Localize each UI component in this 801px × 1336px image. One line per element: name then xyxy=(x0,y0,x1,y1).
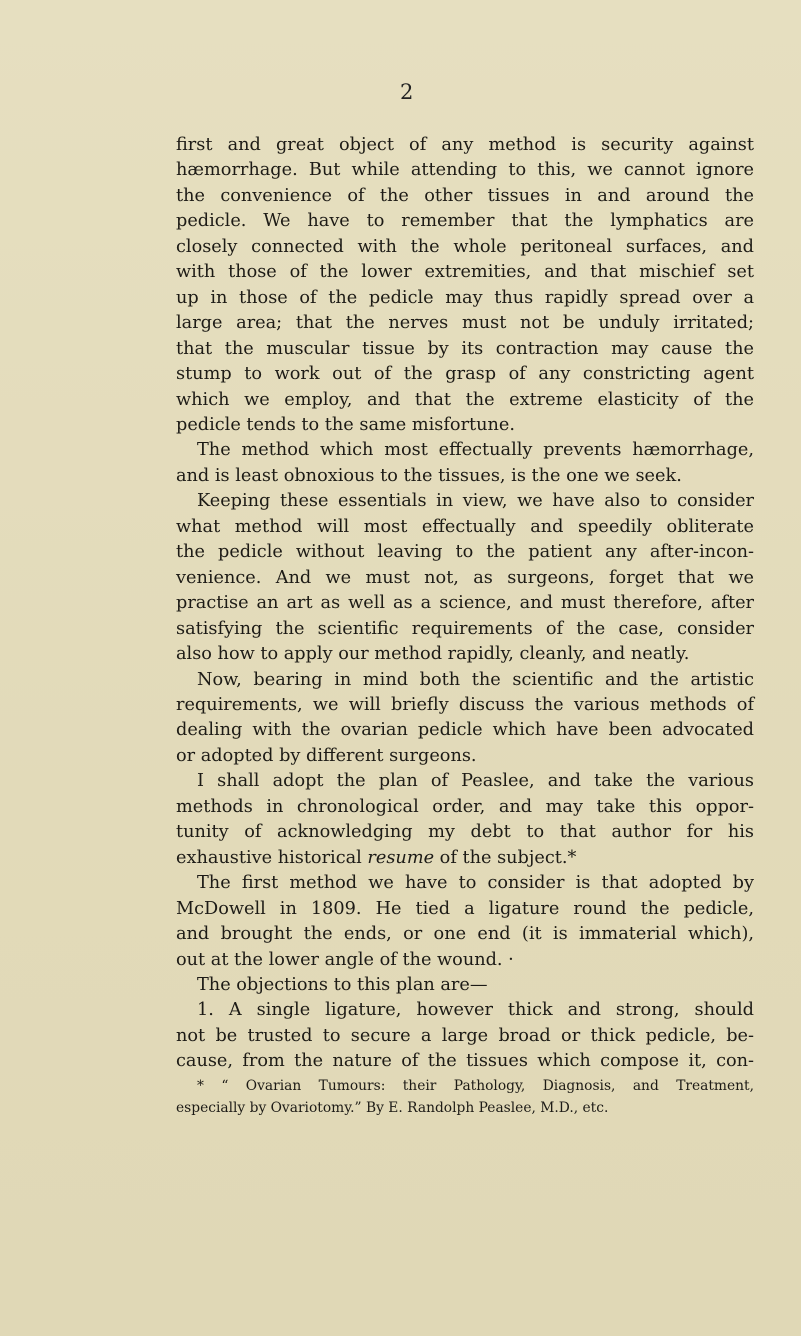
text-line: exhaustive historical resume of the subject.* xyxy=(176,847,577,868)
text-line: methods in chronological order, and may take this oppor- xyxy=(176,796,754,817)
text-line: pedicle tends to the same misfortune. xyxy=(176,414,515,435)
text-line: The method which most effectually prevents hæmorrhage, xyxy=(197,440,754,461)
text-line: 1. A single ligature, however thick and strong, should xyxy=(197,1000,754,1021)
text-line: large area; that the nerves must not be unduly irritated; xyxy=(176,313,754,334)
paragraph xyxy=(176,489,754,667)
paragraph xyxy=(176,668,754,770)
paragraph xyxy=(176,871,754,973)
text-line: or adopted by different surgeons. xyxy=(176,745,477,766)
text-line: venience. And we must not, as surgeons, forget that we xyxy=(176,567,754,588)
text-line: satisfying the scientific requirements of the case, consider xyxy=(176,618,754,639)
text-line: dealing with the ovarian pedicle which have been advocated xyxy=(176,720,754,741)
footnote-line: especially by Ovariotomy.” By E. Randolph Peaslee, M.D., etc. xyxy=(176,1100,609,1116)
text-line: Keeping these essentials in view, we have also to consider xyxy=(197,491,754,512)
body-text xyxy=(176,133,754,1075)
paragraph xyxy=(176,998,754,1074)
text-line: requirements, we will briefly discuss the various methods of xyxy=(176,694,754,715)
text-line: I shall adopt the plan of Peaslee, and take the various xyxy=(197,771,754,792)
text-line: practise an art as well as a science, and must therefore, after xyxy=(176,593,754,614)
text-line: The objections to this plan are— xyxy=(197,974,488,995)
text-line: tunity of acknowledging my debt to that author for his xyxy=(176,822,754,843)
footnote-line: * “ Ovarian Tumours: their Pathology, Diagnosis, and Treatment, xyxy=(197,1078,754,1094)
text-line: which we employ, and that the extreme elasticity of the xyxy=(176,389,754,410)
text-line: McDowell in 1809. He tied a ligature round the pedicle, xyxy=(176,898,754,919)
text-line: that the muscular tissue by its contraction may cause the xyxy=(176,338,754,359)
text-line: the convenience of the other tissues in and around the xyxy=(176,185,754,206)
text-line: and is least obnoxious to the tissues, is the one we seek. xyxy=(176,465,682,486)
paragraph xyxy=(176,438,754,489)
text-line: Now, bearing in mind both the scientific and the artistic xyxy=(197,669,754,690)
paragraph xyxy=(176,133,754,438)
text-line: and brought the ends, or one end (it is immaterial which), xyxy=(176,924,754,945)
text-line: cause, from the nature of the tissues which compose it, con- xyxy=(176,1051,754,1072)
page-number: 2 xyxy=(400,80,414,104)
footnote xyxy=(176,1075,754,1119)
text-line: the pedicle without leaving to the patient any after-incon- xyxy=(176,542,754,563)
text-line: also how to apply our method rapidly, cleanly, and neatly. xyxy=(176,644,690,665)
paragraph xyxy=(176,769,754,871)
italic-word: resume xyxy=(367,847,435,868)
text-line: what method will most effectually and speedily obliterate xyxy=(176,516,754,537)
text-line: stump to work out of the grasp of any constricting agent xyxy=(176,364,754,385)
text-line: hæmorrhage. But while attending to this, we cannot ignore xyxy=(176,160,754,181)
text-line: with those of the lower extremities, and that mischief set xyxy=(176,262,754,283)
paragraph xyxy=(176,973,754,998)
text-line: up in those of the pedicle may thus rapidly spread over a xyxy=(176,287,754,308)
text-line: first and great object of any method is security against xyxy=(176,135,754,155)
text-line: pedicle. We have to remember that the lymphatics are xyxy=(176,211,754,232)
text-line: out at the lower angle of the wound. · xyxy=(176,949,514,970)
text-line: The first method we have to consider is that adopted by xyxy=(197,873,754,894)
text-line: closely connected with the whole peritoneal surfaces, and xyxy=(176,236,754,257)
text-line: not be trusted to secure a large broad or thick pedicle, be- xyxy=(176,1025,754,1046)
